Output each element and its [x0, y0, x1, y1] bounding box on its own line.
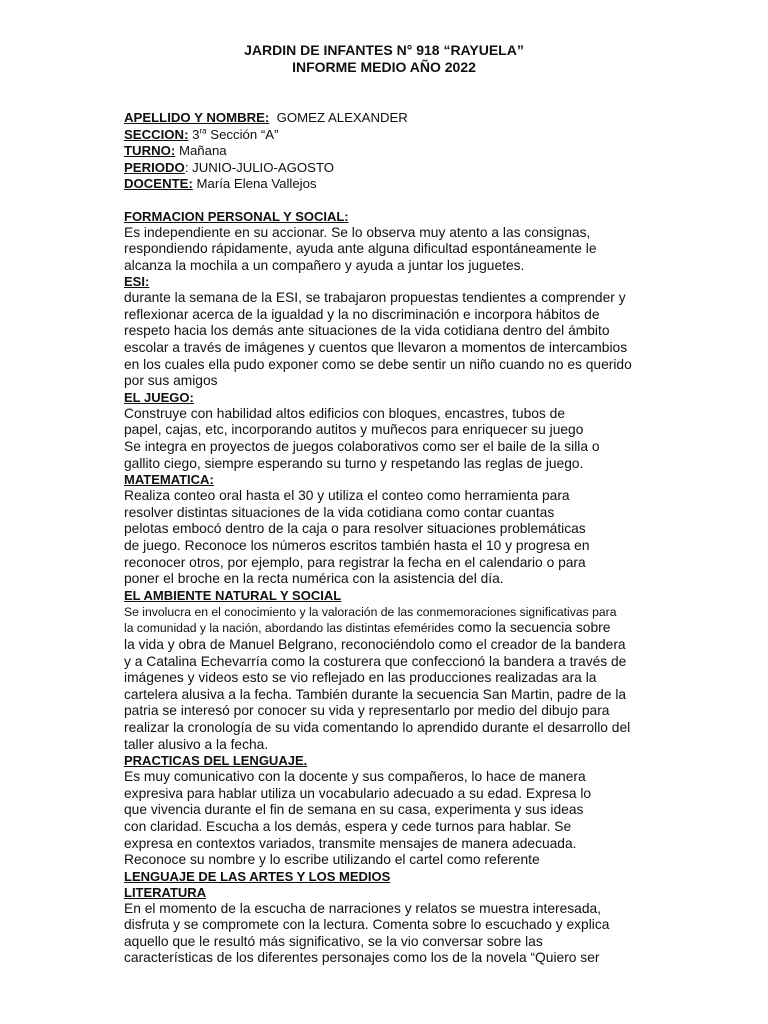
shift-label: TURNO: — [124, 143, 176, 158]
text-line: Construye con habilidad altos edificios con bloques, encastres, tubos de — [124, 405, 566, 421]
name-value: GOMEZ ALEXANDER — [276, 110, 408, 125]
teacher-row — [124, 176, 698, 193]
text-line: Es muy comunicativo con la docente y sus compañeros, lo hace de manera — [124, 769, 586, 785]
section-heading: ESI: — [124, 274, 150, 290]
section-heading-row — [124, 753, 698, 769]
text-line: cartelera alusiva a la fecha. También durante la secuencia San Martin, padre de la — [124, 686, 627, 702]
report-title: INFORME MEDIO AÑO 2022 — [292, 59, 476, 75]
section-heading: FORMACION PERSONAL Y SOCIAL: — [124, 208, 349, 224]
text-line: Se involucra en el conocimiento y la valoración de las conmemoraciones significativas para — [124, 604, 617, 619]
section-number: 3 — [192, 126, 200, 142]
text-line: en los cuales ella pudo exponer como se debe sentir un niño cuando no es querido — [124, 356, 632, 372]
text-line: expresiva para hablar utiliza un vocabulario adecuado a su edad. Expresa lo — [124, 785, 592, 801]
text-line: imágenes y videos esto se vio reflejado en las producciones realizadas ara la — [124, 670, 597, 686]
section-lenguaje — [124, 753, 698, 869]
text-line: expresa en contextos variados, transmite mensajes de manera adecuada. — [124, 835, 577, 851]
text-line: disfruta y se compromete con la lectura. Comenta sobre lo escuchado y explica — [124, 917, 610, 933]
text-line: alcanza la mochila a un compañero y ayuda a juntar los juguetes. — [124, 257, 525, 273]
shift-row — [124, 143, 698, 160]
section-heading: PRACTICAS DEL LENGUAJE — [124, 753, 304, 769]
text-line: reconocer otros, por ejemplo, para registrar la fecha en el calendario o para — [124, 554, 586, 570]
section-ordinal: ra — [199, 126, 207, 136]
text-line: aquello que le resultó más significativo, se la vio conversar sobre las — [124, 933, 543, 949]
period-row — [124, 160, 698, 177]
section-heading: EL JUEGO: — [124, 389, 194, 405]
name-row — [124, 110, 698, 127]
section-body — [124, 769, 698, 869]
section-ambiente — [124, 588, 698, 753]
text-line: respondiendo rápidamente, ayuda ante alguna dificultad espontáneamente le — [124, 241, 597, 257]
section-personal — [124, 209, 698, 275]
text-line: taller alusivo a la fecha. — [124, 736, 269, 752]
section-body — [124, 901, 698, 967]
text-line: y a Catalina Echevarría como la costurera que confeccionó la bandera a través de — [124, 653, 627, 669]
section-subheading: LITERATURA — [124, 884, 207, 900]
school-name: JARDIN DE INFANTES N° 918 “RAYUELA” — [244, 42, 524, 58]
text-line: escolar a través de imágenes y cuentos que llevaron a momentos de intercambios — [124, 340, 628, 356]
text-line: Reconoce su nombre y lo escribe utilizando el cartel como referente — [124, 852, 540, 868]
text-line: características de los diferentes personajes como los de la novela “Quiero ser — [124, 950, 600, 966]
section-esi — [124, 274, 698, 390]
text-line: durante la semana de la ESI, se trabajaron propuestas tendientes a comprender y — [124, 290, 626, 306]
period-label: PERIODO — [124, 159, 185, 175]
period-value: : JUNIO-JULIO-AGOSTO — [184, 159, 335, 175]
name-label: APELLIDO Y NOMBRE: — [124, 110, 270, 125]
text-line: patria se interesó por conocer su vida y representarlo por medio del dibujo para — [124, 703, 610, 719]
text-line: En el momento de la escucha de narraciones y relatos se muestra interesada, — [124, 900, 602, 916]
text-line: por sus amigos — [124, 373, 218, 389]
section-label: SECCION: — [124, 126, 189, 142]
section-heading: EL AMBIENTE NATURAL Y SOCIAL — [124, 587, 342, 603]
section-heading: MATEMATICA: — [124, 472, 214, 488]
section-value: Sección “A” — [210, 126, 279, 142]
section-matematica — [124, 472, 698, 588]
text-fragment: como la secuencia sobre — [453, 620, 611, 636]
text-line: que vivencia durante el fin de semana en su casa, experimenta y sus ideas — [124, 802, 584, 818]
text-line: gallito ciego, siempre esperando su turno y respetando las reglas de juego. — [124, 455, 584, 471]
section-body — [124, 488, 698, 588]
text-line: realizar la cronología de su vida comentando lo aprendido durante el desarrollo del — [124, 719, 631, 735]
text-line: resolver distintas situaciones de la vida cotidiana como contar cuantas — [124, 504, 555, 520]
section-body — [124, 604, 698, 753]
text-line: de juego. Reconoce los números escritos también hasta el 10 y progresa en — [124, 538, 590, 553]
text-fragment: la comunidad y la nación, abordando las distintas efemérides — [124, 621, 454, 636]
text-line: Es independiente en su accionar. Se lo observa muy atento a las consignas, — [124, 224, 591, 240]
text-line: Se integra en proyectos de juegos colaborativos como ser el baile de la silla o — [124, 439, 600, 455]
teacher-label: DOCENTE: — [124, 176, 193, 191]
section-artes — [124, 869, 698, 967]
text-line: la vida y obra de Manuel Belgrano, reconociéndolo como el creador de la bandera — [124, 636, 626, 652]
text-line: Realiza conteo oral hasta el 30 y utiliza el conteo como herramienta para — [124, 488, 570, 504]
student-info — [124, 110, 698, 193]
section-heading: LENGUAJE DE LAS ARTES Y LOS MEDIOS — [124, 868, 391, 884]
text-line — [124, 620, 698, 637]
text-line: respeto hacia los demás ante situaciones de la vida cotidiana dentro del ámbito — [124, 323, 610, 339]
text-line: con claridad. Escucha a los demás, espera y cede turnos para hablar. Se — [124, 818, 572, 834]
section-body — [124, 225, 698, 275]
text-line: reflexionar acerca de la igualdad y la no discriminación e incorpora hábitos de — [124, 306, 600, 322]
text-line: papel, cajas, etc, incorporando autitos y muñecos para enriquecer su juego — [124, 422, 584, 438]
text-line: pelotas embocó dentro de la caja o para resolver situaciones problemáticas — [124, 521, 586, 537]
heading-period: . — [303, 753, 308, 769]
section-row — [124, 127, 698, 144]
section-body — [124, 290, 698, 390]
shift-value: Mañana — [178, 143, 227, 158]
section-body — [124, 406, 698, 472]
section-juego — [124, 390, 698, 472]
teacher-value: María Elena Vallejos — [196, 176, 317, 191]
document-title — [0, 42, 768, 76]
text-line: poner el broche en la recta numérica con la asistencia del día. — [124, 571, 504, 587]
